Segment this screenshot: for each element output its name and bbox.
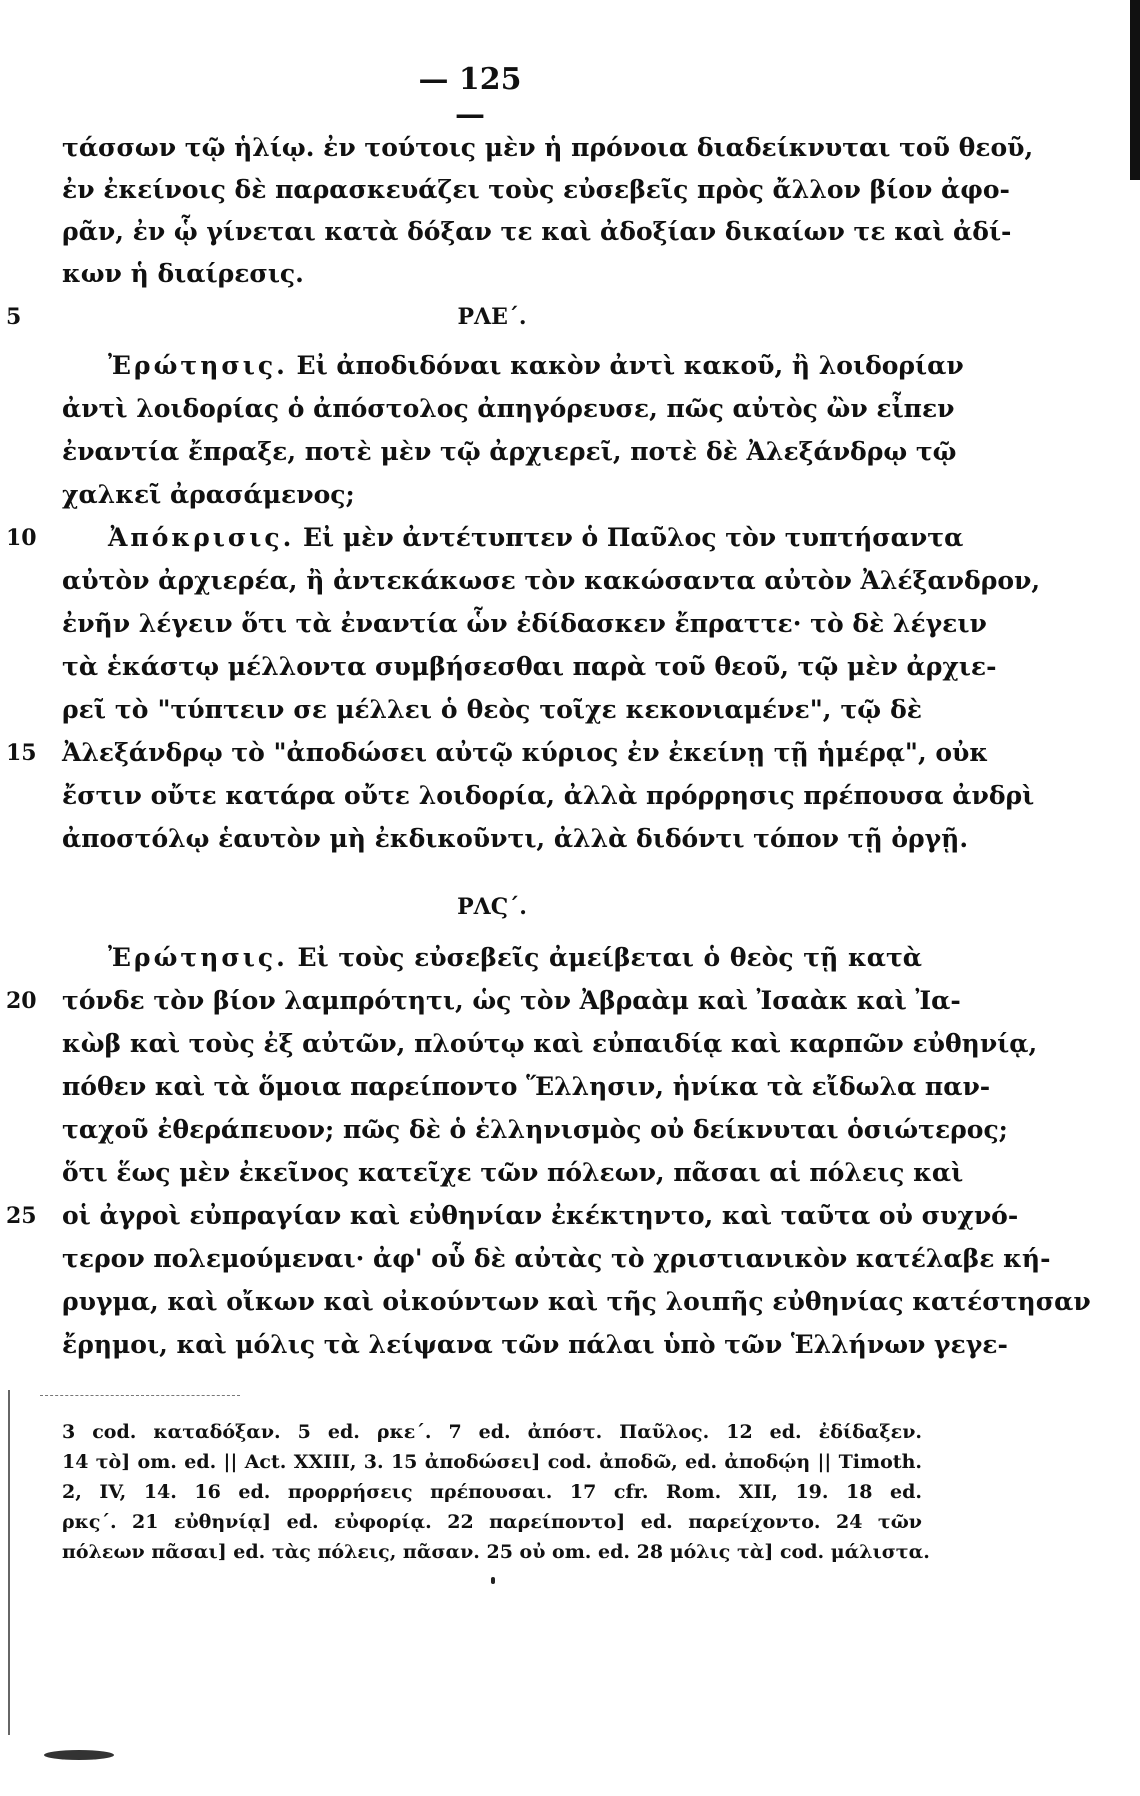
- text-line: ἔρημοι, καὶ μόλις τὰ λείψανα τῶν πάλαι ὑπὸ τῶν Ἑλλήνων γεγε-: [62, 1330, 1008, 1359]
- question-line: [108, 945, 922, 970]
- text-line: κων ἡ διαίρεσις.: [62, 259, 304, 288]
- scan-edge-line: [8, 1390, 10, 1735]
- question-text: Εἰ τοὺς εὐσεβεῖς ἀμείβεται ὁ θεὸς τῇ κατὰ: [287, 943, 922, 972]
- question-label: Ἐρώτησις.: [108, 943, 288, 972]
- footnote-line: ρκς΄. 21 εὐθηνίᾳ] ed. εὐφορίᾳ. 22 παρείποντο] ed. παρείχοντο. 24 τῶν: [62, 1511, 922, 1533]
- text-line: ἐνῆν λέγειν ὅτι τὰ ἐναντία ὧν ἐδίδασκεν ἔπραττε· τὸ δὲ λέγειν: [62, 609, 987, 638]
- line-number: 10: [6, 525, 37, 551]
- question-line: [108, 351, 964, 380]
- text-line: ἀντὶ λοιδορίας ὁ ἀπόστολος ἀπηγόρευσε, πῶς αὐτὸς ὢν εἶπεν: [62, 394, 955, 423]
- footnote-line: 3 cod. καταδόξαν. 5 ed. ρκε΄. 7 ed. ἀπόστ. Παῦλος. 12 ed. ἐδίδαξεν.: [62, 1421, 922, 1443]
- ink-smudge: [44, 1750, 114, 1760]
- scan-edge-mark: [1130, 0, 1140, 180]
- line-number: 5: [6, 304, 22, 330]
- footnote-line: 14 τὸ] om. ed. || Act. XXIII, 3. 15 ἀποδώσει] cod. ἀποδῶ, ed. ἀποδῴη || Timoth.: [62, 1451, 922, 1473]
- question-text: Εἰ ἀποδιδόναι κακὸν ἀντὶ κακοῦ, ἢ λοιδορίαν: [287, 351, 964, 380]
- text-line: ταχοῦ ἐθεράπευον; πῶς δὲ ὁ ἑλληνισμὸς οὐ δείκνυται ὁσιώτερος;: [62, 1115, 1008, 1144]
- text-line: ἔστιν οὔτε κατάρα οὔτε λοιδορία, ἀλλὰ πρόρρησις πρέπουσα ἀνδρὶ: [62, 781, 1035, 810]
- answer-line: [108, 523, 964, 552]
- text-line: ἐναντία ἔπραξε, ποτὲ μὲν τῷ ἀρχιερεῖ, ποτὲ δὲ Ἀλεξάνδρῳ τῷ: [62, 437, 957, 466]
- footnote-line: πόλεων πᾶσαι] ed. τὰς πόλεις, πᾶσαν. 25 οὐ om. ed. 28 μόλις τὰ] cod. μάλιστα.: [62, 1541, 930, 1563]
- line-number: 25: [6, 1203, 37, 1229]
- text-line: τερον πολεμούμεναι· ἀφ' οὗ δὲ αὐτὰς τὸ χριστιανικὸν κατέλαβε κή-: [62, 1244, 1051, 1273]
- page-number: — 125 —: [418, 62, 522, 132]
- text-line: τάσσων τῷ ἡλίῳ. ἐν τούτοις μὲν ἡ πρόνοια διαδείκνυται τοῦ θεοῦ,: [62, 133, 1034, 162]
- text-line: ρεῖ τὸ "τύπτειν σε μέλλει ὁ θεὸς τοῖχε κεκονιαμένε", τῷ δὲ: [62, 695, 922, 724]
- text-line: τόνδε τὸν βίον λαμπρότητι, ὡς τὸν Ἀβραὰμ καὶ Ἰσαὰκ καὶ Ἰα-: [62, 986, 961, 1015]
- text-line: ρυγμα, καὶ οἴκων καὶ οἰκούντων καὶ τῆς λοιπῆς εὐθηνίας κατέστησαν: [62, 1287, 1091, 1316]
- text-line: ὅτι ἕως μὲν ἐκεῖνος κατεῖχε τῶν πόλεων, πᾶσαι αἱ πόλεις καὶ: [62, 1158, 964, 1187]
- text-line: τὰ ἑκάστῳ μέλλοντα συμβήσεσθαι παρὰ τοῦ θεοῦ, τῷ μὲν ἀρχιε-: [62, 652, 997, 681]
- text-line: αὐτὸν ἀρχιερέα, ἢ ἀντεκάκωσε τὸν κακώσαντα αὐτὸν Ἀλέξανδρον,: [62, 566, 1041, 595]
- text-line: ἀποστόλῳ ἑαυτὸν μὴ ἐκδικοῦντι, ἀλλὰ διδόντι τόπον τῇ ὀργῇ.: [62, 824, 969, 853]
- question-label: Ἐρώτησις.: [108, 351, 288, 380]
- text-line: χαλκεῖ ἀρασάμενος;: [62, 480, 355, 509]
- text-line: ρᾶν, ἐν ᾧ γίνεται κατὰ δόξαν τε καὶ ἀδοξίαν δικαίων τε καὶ ἀδί-: [62, 217, 1012, 246]
- section-heading: ΡΛΕ΄.: [457, 304, 527, 330]
- text-line: οἱ ἀγροὶ εὐπραγίαν καὶ εὐθηνίαν ἐκέκτηντο, καὶ ταῦτα οὐ συχνό-: [62, 1201, 1019, 1230]
- section-heading: ΡΛϚ΄.: [457, 894, 527, 920]
- text-line: Ἀλεξάνδρῳ τὸ "ἀποδώσει αὐτῷ κύριος ἐν ἐκείνῃ τῇ ἡμέρᾳ", οὐκ: [62, 738, 989, 767]
- text-line: πόθεν καὶ τὰ ὅμοια παρείποντο Ἕλλησιν, ἡνίκα τὰ εἴδωλα παν-: [62, 1072, 991, 1101]
- ink-speck: [491, 1577, 495, 1584]
- footnote-rule: [40, 1395, 240, 1396]
- text-line: ἐν ἐκείνοις δὲ παρασκευάζει τοὺς εὐσεβεῖς πρὸς ἄλλον βίον ἀφο-: [62, 175, 1010, 204]
- answer-label: Ἀπόκρισις.: [108, 523, 295, 552]
- answer-text: Εἰ μὲν ἀντέτυπτεν ὁ Παῦλος τὸν τυπτήσαντα: [294, 523, 964, 552]
- text-line: κὼβ καὶ τοὺς ἐξ αὐτῶν, πλούτῳ καὶ εὐπαιδίᾳ καὶ καρπῶν εὐθηνίᾳ,: [62, 1029, 1038, 1058]
- footnote-line: 2, IV, 14. 16 ed. προρρήσεις πρέπουσαι. 17 cfr. Rom. XII, 19. 18 ed.: [62, 1481, 922, 1503]
- line-number: 15: [6, 740, 37, 766]
- line-number: 20: [6, 988, 37, 1014]
